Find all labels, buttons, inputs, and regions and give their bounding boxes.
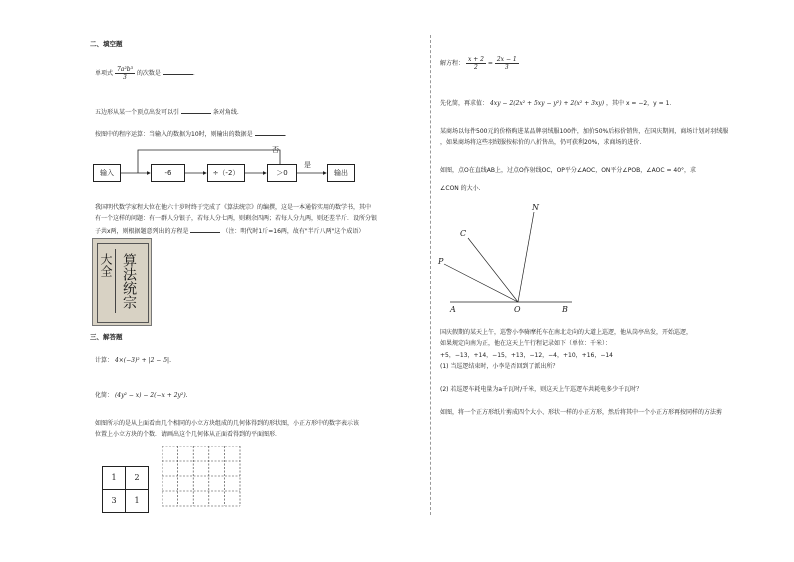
q4-text: 子共x两，则根据题意列出的方程是 (95, 228, 189, 235)
eval-prefix: 先化简，再求值： (440, 100, 489, 107)
label-O: O (514, 305, 521, 314)
simplify-prefix: 化简： (95, 392, 114, 399)
question-patrol-line2: 如果规定向南为正，他在这天上午行程记录如下（单位：千米）： (440, 340, 612, 347)
flow-yes-label: 是 (304, 161, 311, 169)
q4-note: （注：明代时1斤=16两，故有"半斤八两"这个成语） (222, 228, 365, 235)
question-shop-line1: 某商场以每件500元的价格购进某品牌羽绒服100件，加价50%后标价销售，在国庆期间，商场计划对羽绒服 (440, 128, 729, 135)
angle-figure (432, 198, 582, 318)
right-fraction (495, 56, 519, 71)
answer-blank (163, 68, 193, 75)
eval-suffix: ，其中 x = −2，y = 1． (606, 100, 676, 107)
right-numerator: 2x − 1 (496, 56, 517, 63)
answer-blank (181, 107, 211, 114)
calc-prefix: 计算： (95, 357, 114, 364)
grid-cell: 3 (103, 490, 126, 513)
book-left-title: 大全 (99, 253, 113, 277)
question-monomial: 单项式 $\frac{\text{7a²b³}}{3}$ 的次数是 . (95, 66, 195, 82)
grid-cell: 2 (126, 467, 149, 490)
monomial-fraction (115, 66, 135, 81)
question-view-line1: 如图所示的是从上面看由几个相同的小立方块组成的几何体得到的形状图，小正方形中的数字表示该 (95, 420, 360, 427)
section3-title: 三、解答题 (90, 333, 123, 341)
flow-divide-box: ÷（-2） (207, 164, 245, 182)
question-square-cut: 如图，将一个正方形纸片剪成四个大小、形状一样的小正方形，然后将其中一个小正方形再按同样的方法剪 (440, 409, 723, 416)
flow-input-box: 输入 (93, 164, 121, 182)
monomial-denominator: 3 (123, 74, 127, 82)
q1-prefix: 单项式 (95, 70, 114, 78)
eval-expression: 4xy − 2(2x² + 5xy − y²) + 2(x² + 3xy) (489, 100, 605, 107)
column-divider (430, 35, 431, 515)
question-shop-line2: ，如果商场将这些羽绒服按标价的八折售出，仍可获利20%，求商场的进价. (440, 139, 642, 146)
question-patrol-line1: 国庆假期的某天上午，巡警小李骑摩托车在南北走向的大道上巡逻，他从岗亭出发，开始巡逻， (440, 329, 693, 336)
flow-condition-box: ＞0 (267, 164, 297, 182)
monomial-numerator: 7a²b³ (116, 66, 133, 73)
question-simplify (95, 392, 188, 400)
section2-title: 二、填空题 (90, 40, 123, 48)
question-silver-line3 (95, 226, 364, 236)
question-evaluate (440, 100, 675, 108)
question-angle-line2: ∠CON 的大小. (440, 185, 481, 192)
q1-suffix: 的次数是 (136, 70, 161, 78)
flow-no-label: 否 (272, 146, 279, 154)
calc-expression: 4×(−3)² + |2 − 5|. (114, 357, 171, 364)
flow-subtract-box: -6 (151, 164, 185, 182)
flow-output-box: 输出 (327, 164, 355, 182)
book-main-title: 算法统宗 (121, 253, 137, 309)
q2-text: 五边形从某一个顶点出发可以引 (95, 109, 180, 116)
top-view-grid (102, 466, 149, 513)
label-B: B (562, 305, 568, 314)
equals-sign: = (487, 60, 493, 68)
patrol-subquestion-1: (1) 当巡逻结束时，小李是否回到了派出所？ (440, 363, 559, 370)
grid-cell: 1 (126, 490, 149, 513)
simplify-expression: (4y² − x) − 2(−x + 2y²). (114, 392, 188, 399)
question-calc (95, 357, 171, 365)
question-silver-line2: 有一个这样的问题：有一群人分银子，若每人分七两，则剩余四两；若每人分九两，则还差半斤．设所分银 (95, 215, 378, 222)
question-angle-line1: 如图，点O在直线AB上，过点O作射线OC，OP平分∠AOC，ON平分∠POB，∠AOC = 40°，求 (440, 167, 697, 174)
question-solve-equation (440, 56, 519, 71)
q2-suffix: 条对角线. (212, 109, 239, 116)
question-pentagon (95, 107, 239, 117)
question-program: 按图中的程序运算：当输入的数据为10时，则输出的数据是 . (95, 131, 287, 138)
left-fraction (466, 56, 486, 71)
question-silver-line1: 我国明代数学家程大位在他六十岁时终于完成了《算法统宗》的编撰，这是一本通俗实用的数学书，其中 (95, 204, 372, 211)
label-N: N (532, 203, 539, 212)
q3-text: 按图中的程序运算：当输入的数据为10时，则输出的数据是 (95, 131, 253, 138)
book-cover-image (92, 238, 152, 326)
left-numerator: x + 2 (467, 56, 484, 63)
answer-blank (190, 226, 220, 233)
patrol-subquestion-2: (2) 若巡逻车耗电量为a千瓦时/千米，则这天上午巡逻车共耗电多少千瓦时？ (440, 386, 643, 393)
solve-prefix: 解方程： (440, 60, 465, 68)
label-C: C (460, 229, 467, 238)
answer-blank (255, 129, 285, 136)
question-view-line2: 位置上小立方块的个数．请画出这个几何体从正面看得到的平面图形． (95, 431, 282, 438)
answer-dashed-grid (162, 446, 242, 508)
left-denominator: 2 (474, 64, 478, 72)
right-denominator: 3 (504, 64, 509, 72)
label-A: A (450, 305, 456, 314)
patrol-values: +5，−13，+14，−15，+13，−12，−4，+10，+16，−14 (440, 352, 613, 359)
label-P: P (438, 257, 444, 266)
grid-cell: 1 (103, 467, 126, 490)
